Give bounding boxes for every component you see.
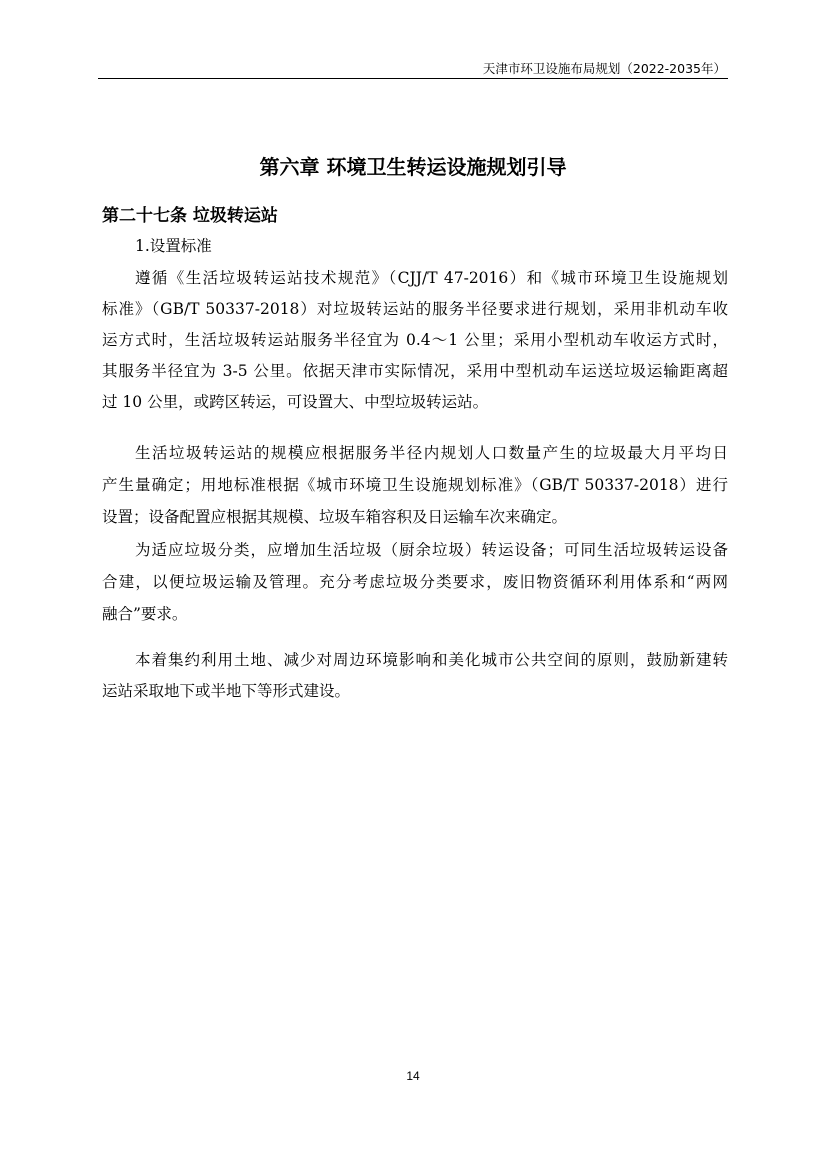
paragraph-line: 其服务半径宜为 3-5 公里。依据天津市实际情况，采用中型机动车运送垃圾运输距离超 xyxy=(102,362,728,380)
paragraph-line: 设置；设备配置应根据其规模、垃圾车箱容积及日运输车次来确定。 xyxy=(102,508,568,526)
paragraph-line: 运方式时，生活垃圾转运站服务半径宜为 0.4～1 公里；采用小型机动车收运方式时， xyxy=(102,331,728,349)
paragraph-line: 为适应垃圾分类，应增加生活垃圾（厨余垃圾）转运设备；可同生活垃圾转运设备 xyxy=(135,541,728,559)
header-rule xyxy=(98,78,728,79)
paragraph-line: 过 10 公里，或跨区转运，可设置大、中型垃圾转运站。 xyxy=(102,393,489,411)
paragraph-line: 生活垃圾转运站的规模应根据服务半径内规划人口数量产生的垃圾最大月平均日 xyxy=(135,444,728,462)
running-header: 天津市环卫设施布局规划（2022-2035年） xyxy=(482,61,726,76)
paragraph-line: 遵循《生活垃圾转运站技术规范》（CJJ/T 47-2016）和《城市环境卫生设施规划 xyxy=(135,269,728,287)
paragraph-line: 运站采取地下或半地下等形式建设。 xyxy=(102,682,351,700)
page-number: 14 xyxy=(406,1069,420,1083)
paragraph-line: 合建，以便垃圾运输及管理。充分考虑垃圾分类要求，废旧物资循环利用体系和“两网 xyxy=(102,573,728,591)
section-title: 第二十七条 垃圾转运站 xyxy=(102,206,278,226)
paragraph-line: 标准》（GB/T 50337-2018）对垃圾转运站的服务半径要求进行规划，采用非机动车收 xyxy=(102,300,728,318)
chapter-title: 第六章 环境卫生转运设施规划引导 xyxy=(259,155,567,179)
paragraph-line: 产生量确定；用地标准根据《城市环境卫生设施规划标准》（GB/T 50337-2018）进行 xyxy=(102,476,728,494)
paragraph-line: 本着集约利用土地、减少对周边环境影响和美化城市公共空间的原则，鼓励新建转 xyxy=(135,651,728,669)
subheading: 1.设置标准 xyxy=(135,237,212,255)
paragraph-line: 融合”要求。 xyxy=(102,605,188,623)
